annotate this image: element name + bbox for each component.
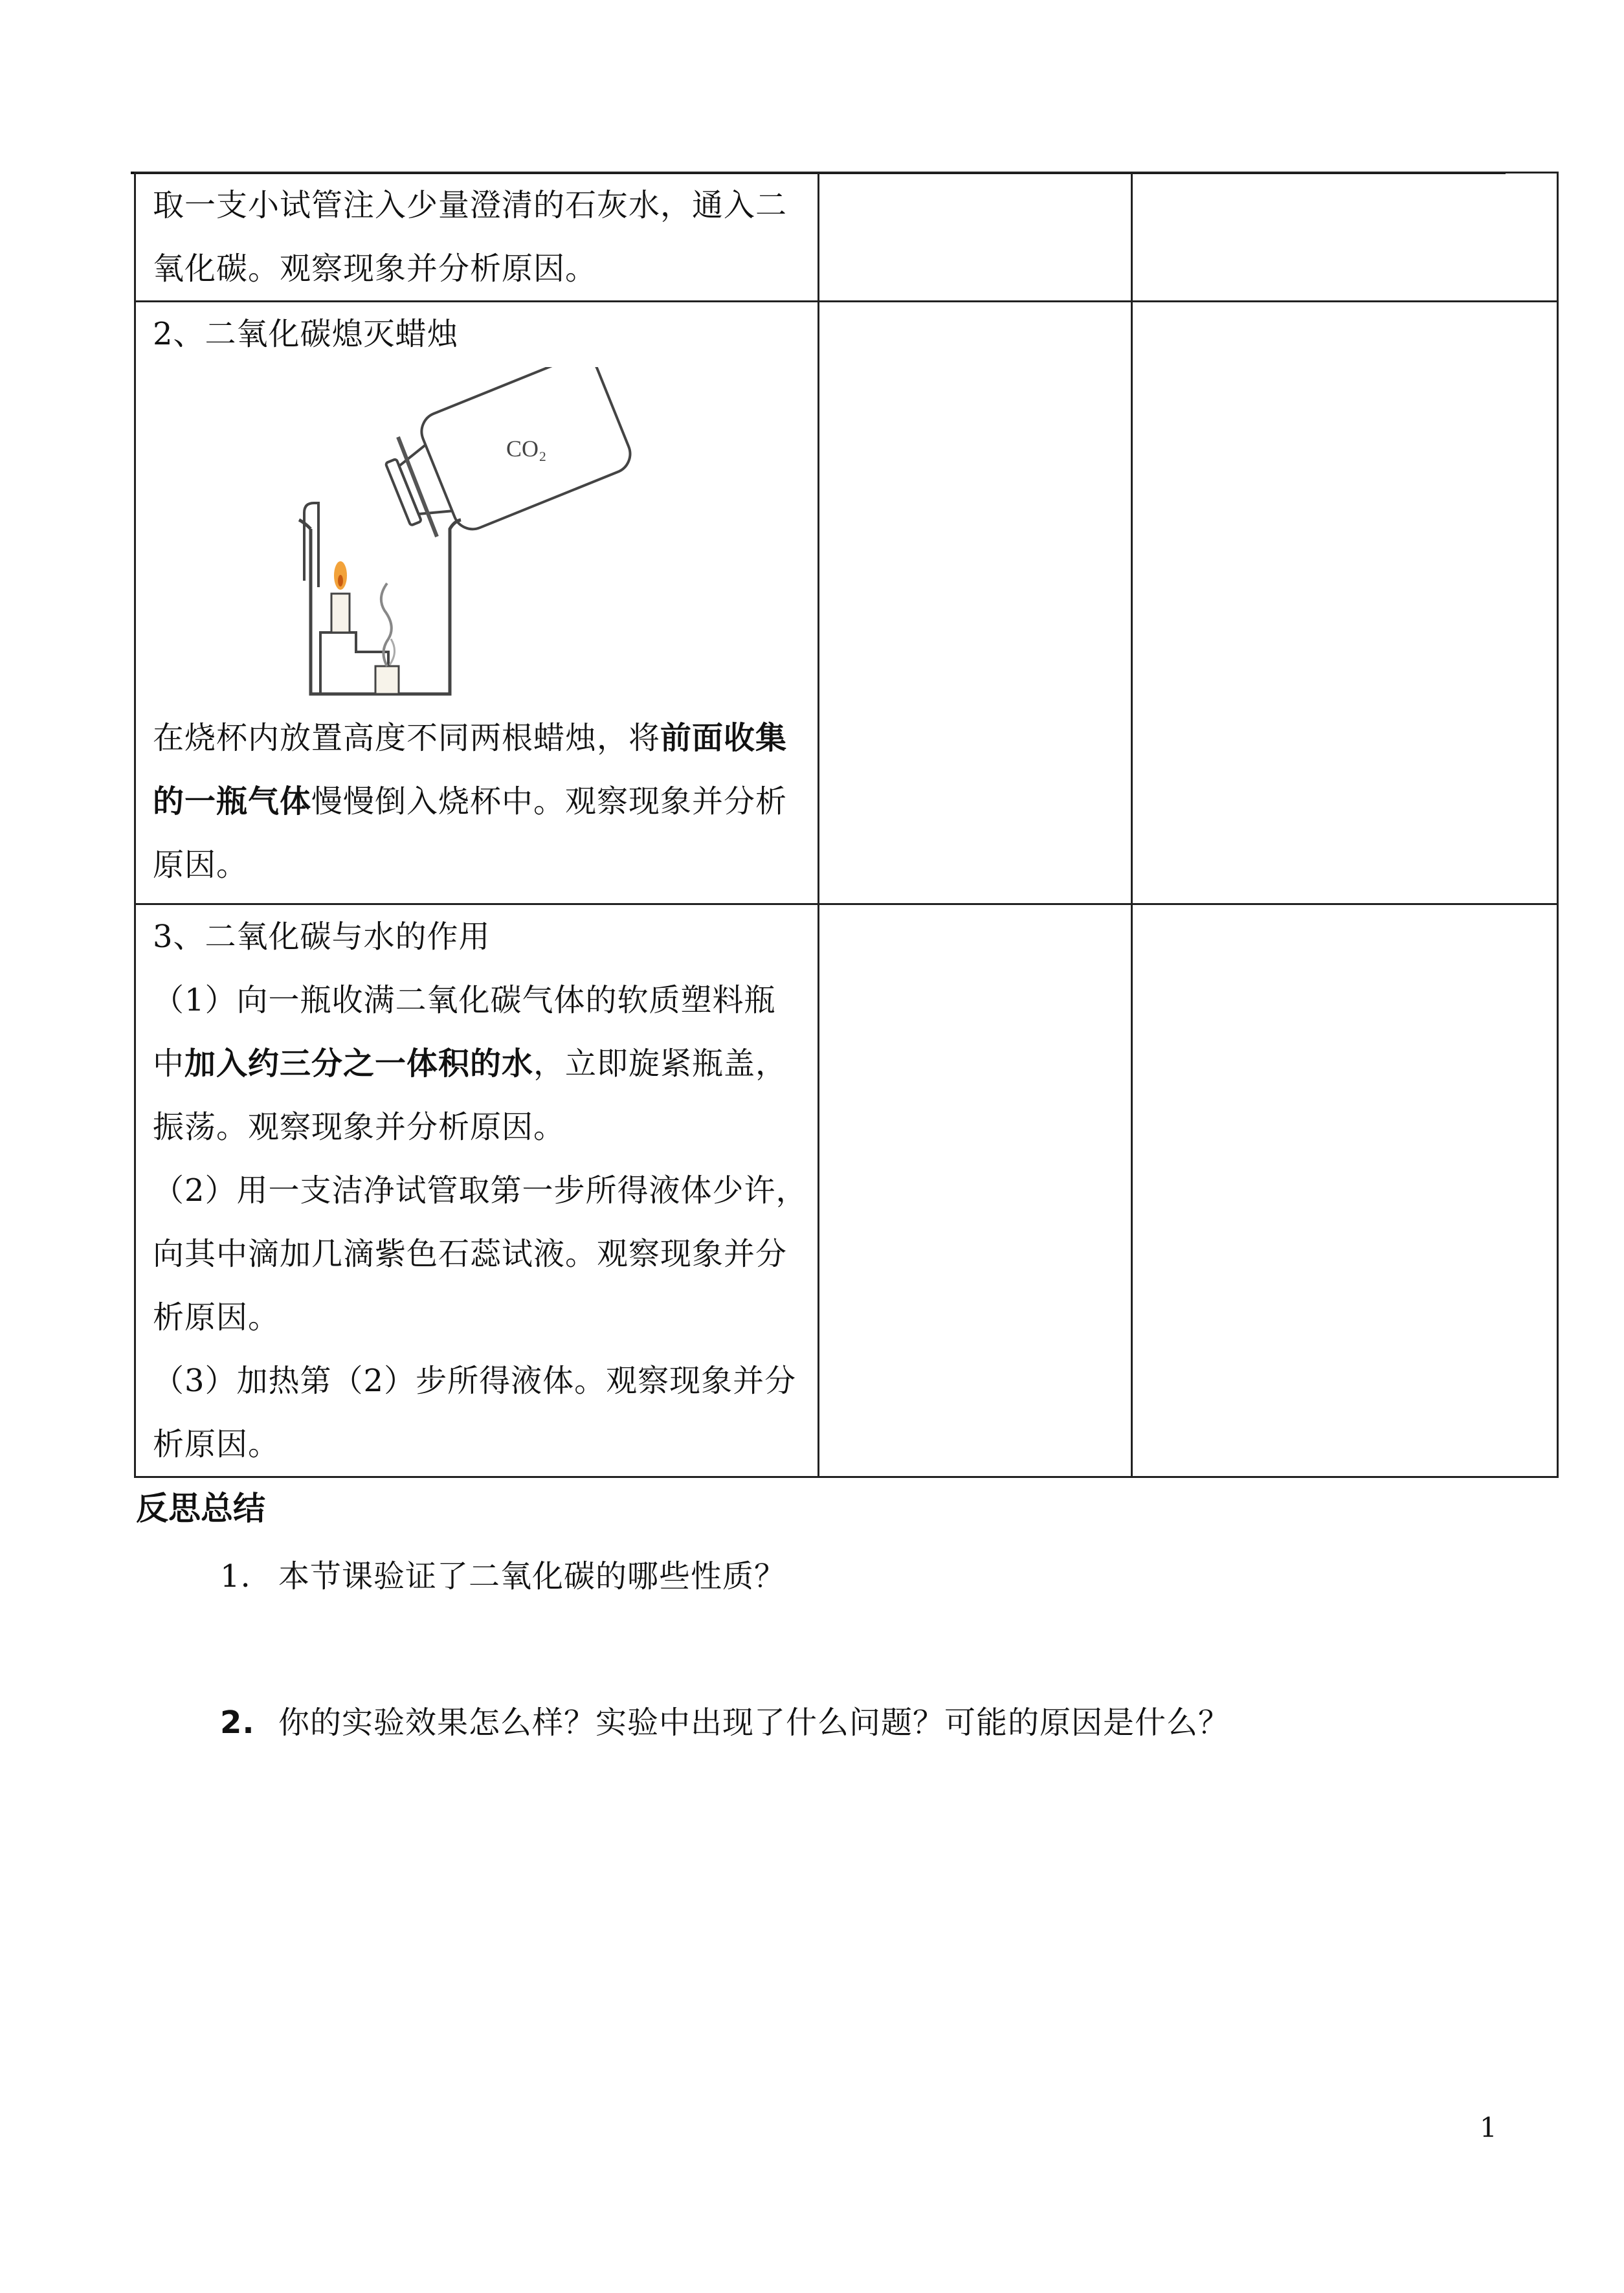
- page-number: 1: [1480, 2112, 1497, 2143]
- table-row: [135, 302, 1558, 904]
- procedure-line: 在烧杯内放置高度不同两根蜡烛，将前面收集: [153, 720, 788, 756]
- co2-pouring-illustration-icon: [285, 367, 634, 704]
- analysis-cell[interactable]: [1132, 904, 1558, 1477]
- question-text: 你的实验效果怎么样？实验中出现了什么问题？可能的原因是什么？: [278, 1705, 1230, 1741]
- analysis-cell[interactable]: [1132, 302, 1558, 904]
- question-number: 1.: [220, 1558, 251, 1594]
- procedure-line: 中加入约三分之一体积的水，立即旋紧瓶盖，: [153, 1046, 788, 1082]
- procedure-line: （3）加热第（2）步所得液体。观察现象并分: [153, 1363, 797, 1399]
- co2-label: CO₂: [506, 436, 547, 462]
- question-item: [220, 1551, 786, 1596]
- table-row: [135, 173, 1558, 302]
- procedure-line: 原因。: [153, 847, 249, 883]
- phenomenon-cell[interactable]: [819, 904, 1132, 1477]
- table-row: [135, 904, 1558, 1477]
- section-heading: 反思总结: [136, 1490, 265, 1527]
- experiment-title: 2、二氧化碳熄灭蜡烛: [153, 316, 459, 352]
- procedure-line: 向其中滴加几滴紫色石蕊试液。观察现象并分: [153, 1236, 788, 1272]
- procedure-line: （1）向一瓶收满二氧化碳气体的软质塑料瓶: [153, 982, 776, 1018]
- experiment-table: [134, 172, 1559, 1478]
- procedure-line: （2）用一支洁净试管取第一步所得液体少许，: [153, 1172, 808, 1209]
- co2-candle-figure: [285, 367, 634, 704]
- question-number: 2.: [220, 1705, 255, 1741]
- procedure-line: 振荡。观察现象并分析原因。: [153, 1109, 566, 1145]
- procedure-line: 的一瓶气体慢慢倒入烧杯中。观察现象并分析: [153, 783, 788, 820]
- question-item: [220, 1697, 1230, 1742]
- procedure-cell: [135, 904, 819, 1477]
- procedure-cell: [135, 173, 819, 302]
- question-text: 本节课验证了二氧化碳的哪些性质？: [278, 1558, 786, 1594]
- procedure-line: 析原因。: [153, 1426, 280, 1462]
- procedure-cell: [135, 302, 819, 904]
- phenomenon-cell[interactable]: [819, 173, 1132, 302]
- procedure-line: 取一支小试管注入少量澄清的石灰水，通入二: [153, 187, 788, 223]
- procedure-line: 析原因。: [153, 1299, 280, 1336]
- phenomenon-cell[interactable]: [819, 302, 1132, 904]
- analysis-cell[interactable]: [1132, 173, 1558, 302]
- experiment-title: 3、二氧化碳与水的作用: [153, 919, 491, 955]
- procedure-line: 氧化碳。观察现象并分析原因。: [153, 251, 597, 287]
